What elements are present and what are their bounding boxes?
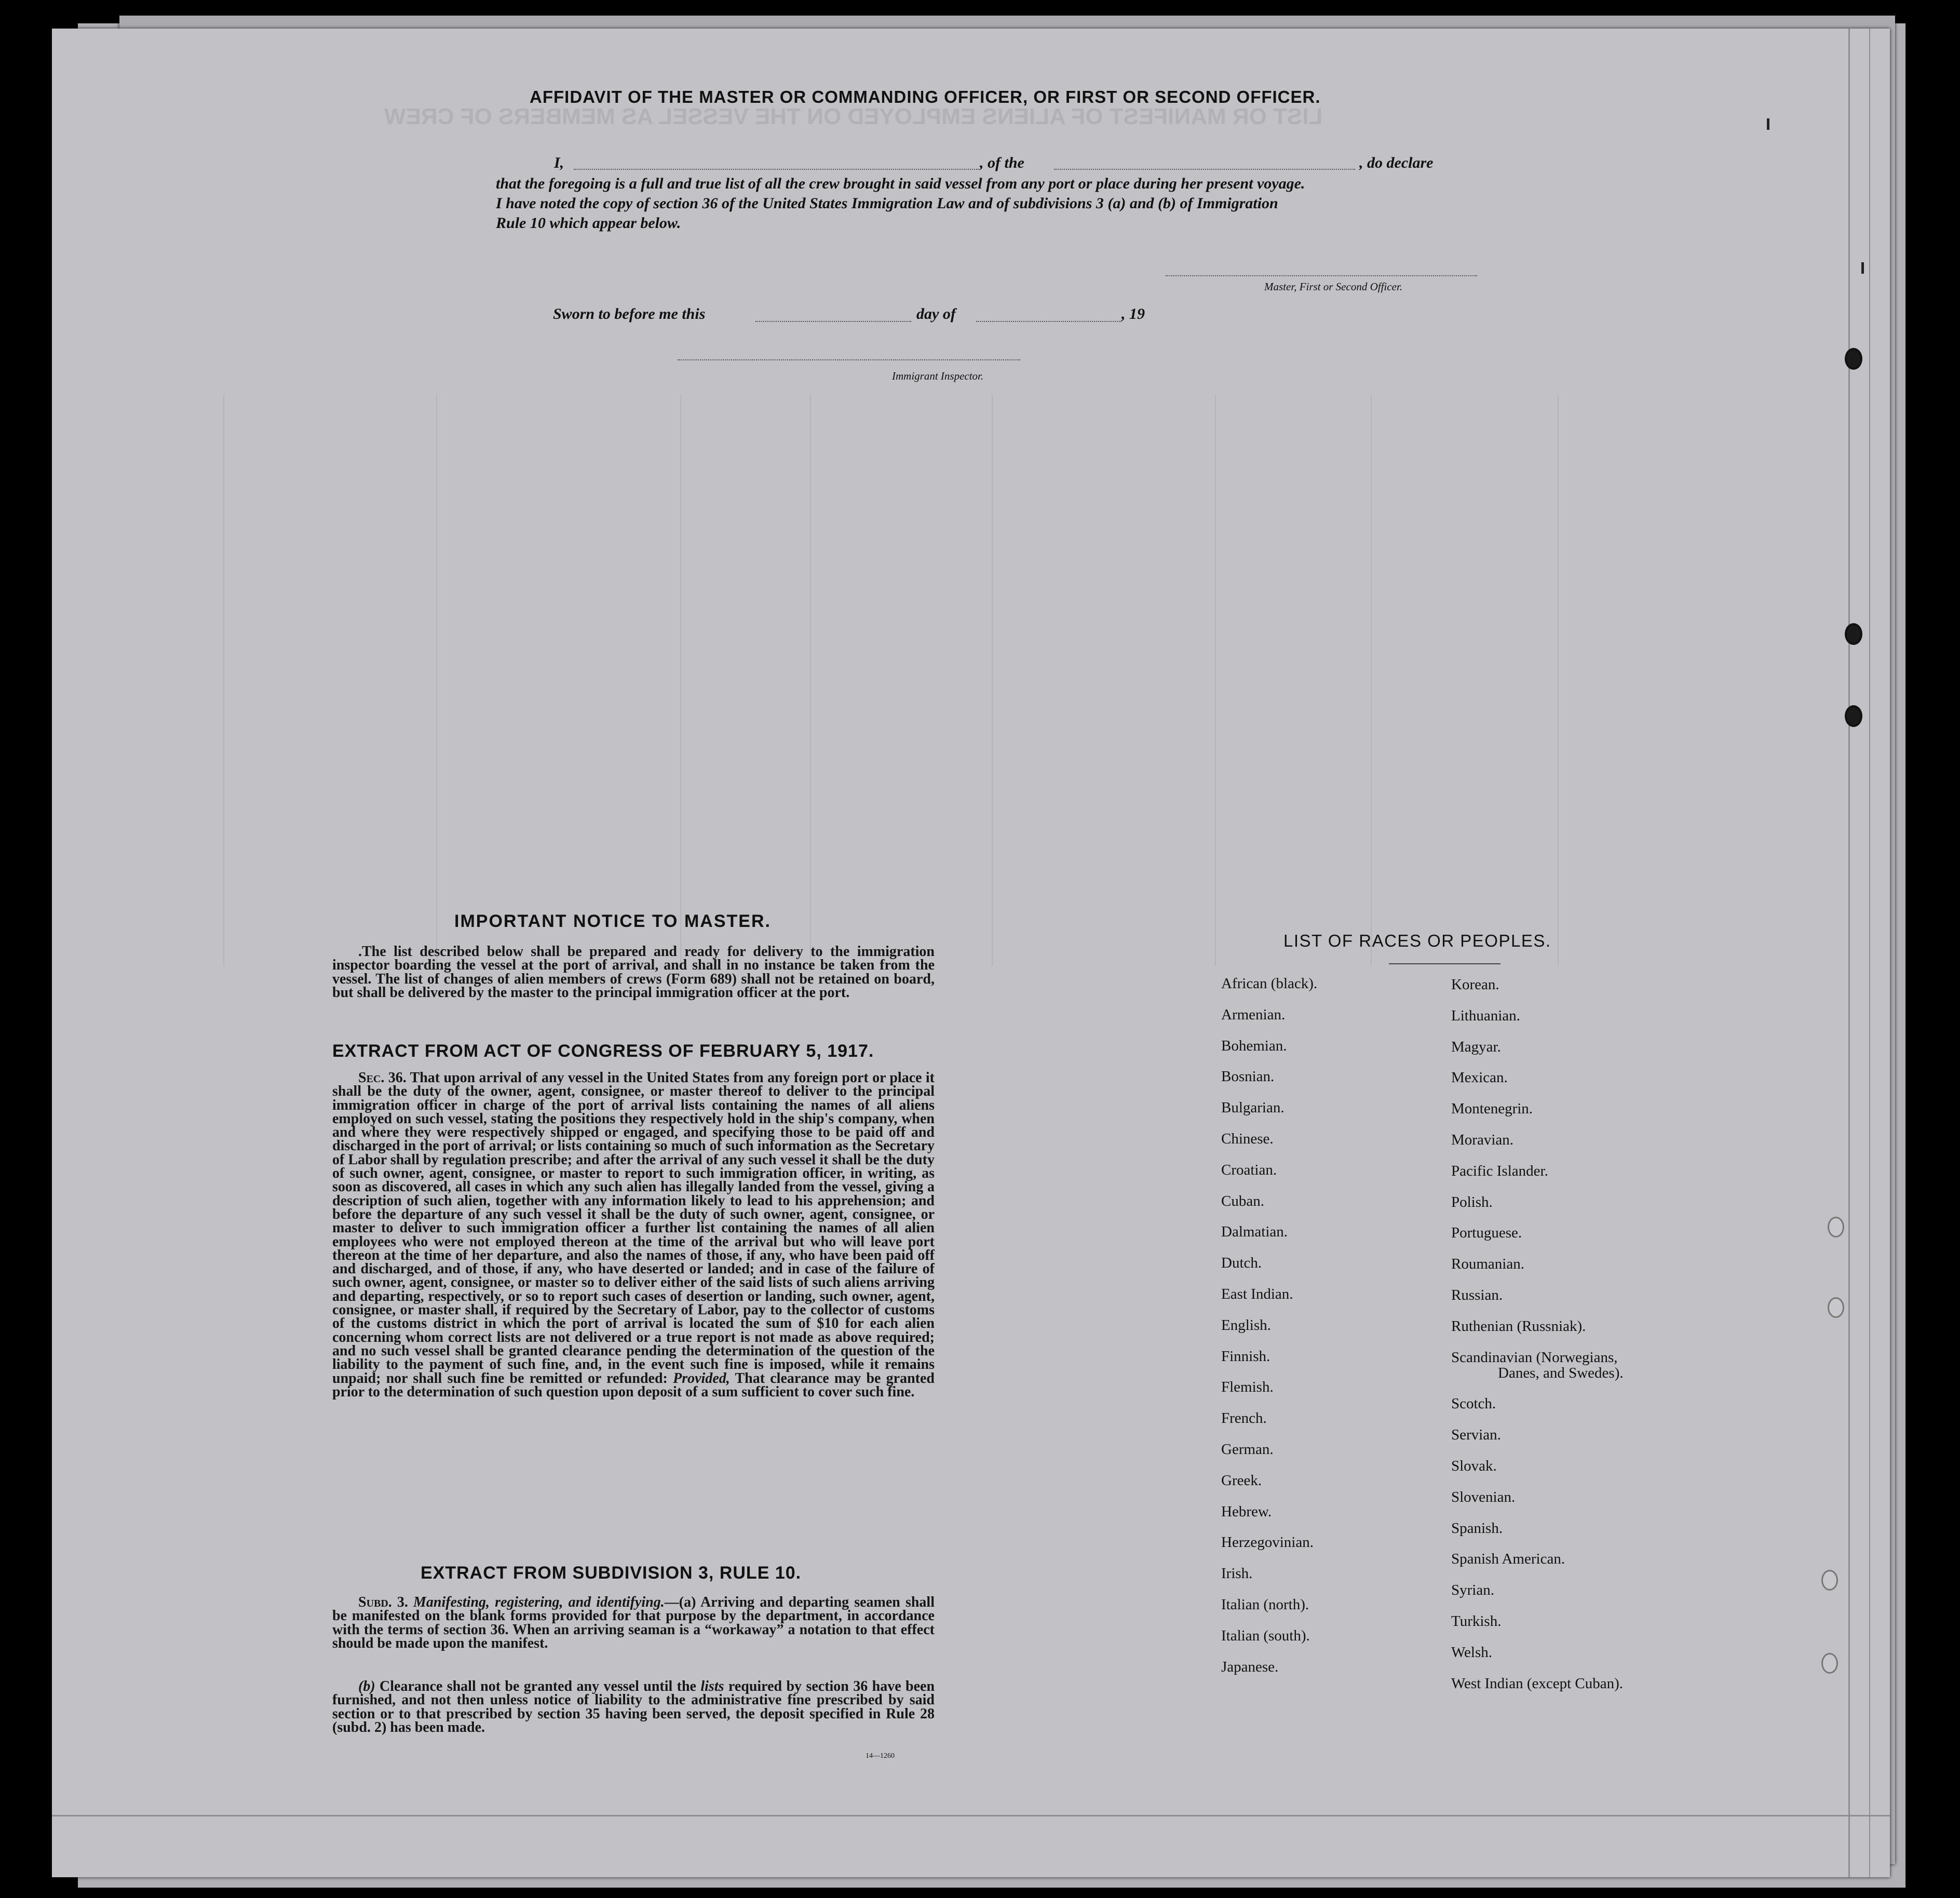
race-item: Herzegovinian. xyxy=(1221,1534,1314,1551)
affidavit-of-the: , of the xyxy=(980,154,1024,171)
day-blank xyxy=(755,321,911,322)
race-item: Armenian. xyxy=(1221,1006,1286,1023)
rule-para-a xyxy=(332,1596,935,1650)
page-edge xyxy=(1869,29,1870,1877)
binder-hole xyxy=(1828,1217,1844,1237)
manifest-page xyxy=(52,29,1890,1877)
subd-heading: Manifesting, registering, and identifying. xyxy=(413,1594,665,1610)
affidavit-line-4: Rule 10 which appear below. xyxy=(496,214,681,232)
binder-hole xyxy=(1845,623,1862,645)
race-item: Mexican. xyxy=(1451,1069,1508,1086)
race-item: Korean. xyxy=(1451,976,1499,993)
bleed-through-rule xyxy=(1558,395,1559,966)
race-item: Irish. xyxy=(1221,1565,1253,1582)
binder-hole xyxy=(1845,348,1862,370)
race-item: Lithuanian. xyxy=(1451,1007,1520,1024)
race-item: East Indian. xyxy=(1221,1286,1293,1302)
ink-mark xyxy=(1861,262,1864,274)
page-edge xyxy=(52,1815,1890,1816)
race-item: Italian (north). xyxy=(1221,1596,1309,1613)
name-blank xyxy=(574,169,979,170)
race-item: Servian. xyxy=(1451,1426,1501,1444)
affidavit-declare: , do declare xyxy=(1359,154,1434,171)
title-rule xyxy=(1389,963,1501,964)
race-item: Bohemian. xyxy=(1221,1037,1287,1054)
act-text: That upon arrival of any vessel in the United States from any foreign port or place it shall be the duty of the owner, agent, consignee, or master thereof to deliver to the principal immigration officer in charge of the port of arrival lists containing the names of all aliens employed on such vessel, stating the positions they respectively hold in the ship's company, when and where they were respectively shipped or engaged, and specifying those to be paid off and discharged in the port of arrival; or lists containing so much of such information as the Secretary of Labor shall by regulation prescribe; and after the arrival of any such vessel it shall be the duty of such owner, agent, consignee, or master to report to such immigration officer, in writing, as soon as discovered, all cases in which any such alien has illegally landed from the vessel, giving a description of such alien, together with any information likely to lead to his apprehension; and before the departure of any such vessel it shall be the duty of such owner, agent, consignee, or master to deliver to such immigration officer a further list containing the names of all alien employees who were not employed thereon at the time of the arrival but who will leave port thereon at the time of her departure, and also the names of those, if any, who have been paid off and discharged, and of those, if any, who have deserted or landed; and in case of the failure of such owner, agent, consignee, or master so to deliver either of the said lists of such aliens arriving and departing, respectively, or so to report such cases of desertion or landing, such owner, agent, consignee, or master shall, if required by the Secretary of Labor, pay to the collector of customs of the customs district in which the port of arrival is located the sum of $10 for each alien concerning whom correct lists are not delivered or a true report is not made as above required; and no such vessel shall be granted clearance pending the determination of the question of the liability to the payment of such fine, and, in the event such fine is imposed, while it remains unpaid; nor shall such fine be remitted or refunded: xyxy=(332,1070,935,1387)
affidavit-line-3: I have noted the copy of section 36 of the United States Immigration Law and of subdivisions 3 (a) and (b) of Immigration xyxy=(496,195,1278,212)
rule-b-lists: lists xyxy=(700,1678,724,1694)
affidavit-title: AFFIDAVIT OF THE MASTER OR COMMANDING OFFICER, OR FIRST OR SECOND OFFICER. xyxy=(530,87,1321,106)
notice-text: .The list described below shall be prepared and ready for delivery to the immigration inspector boarding the vessel at the port of arrival, and shall in no instance be taken from the vessel. The list of changes of alien members of crews (Form 689) shall not be retained on board, but shall be delivered by the master to the principal immigration officer at the port. xyxy=(332,944,935,1001)
race-item: Scotch. xyxy=(1451,1395,1496,1412)
form-number: 14—1260 xyxy=(866,1752,895,1760)
race-item: Flemish. xyxy=(1221,1379,1274,1396)
race-item: Hebrew. xyxy=(1221,1503,1272,1520)
inspector-label: Immigrant Inspector. xyxy=(892,370,984,382)
race-item: Spanish. xyxy=(1451,1519,1503,1537)
race-item: Scandinavian (Norwegians, xyxy=(1451,1349,1618,1366)
rule-para-b xyxy=(332,1680,935,1734)
race-item: Magyar. xyxy=(1451,1038,1501,1055)
binder-hole xyxy=(1821,1570,1838,1591)
vessel-blank xyxy=(1054,169,1355,170)
bleed-through-rule xyxy=(223,395,224,966)
race-item: Ruthenian (Russniak). xyxy=(1451,1317,1586,1335)
inspector-signature-line xyxy=(678,359,1020,360)
bleed-through-rule xyxy=(436,395,437,966)
race-item: Roumanian. xyxy=(1451,1256,1524,1273)
race-item: French. xyxy=(1221,1410,1267,1427)
race-item: Syrian. xyxy=(1451,1582,1494,1599)
rule-b-text-2: required by section 36 have been furnished, and not then unless notice of liability to the administrative fine prescribed by said section or to that prescribed by section 35 having been served, the deposit specified in Rule 28 (subd. 2) has been made. xyxy=(332,1678,935,1735)
race-item: Finnish. xyxy=(1221,1348,1270,1365)
race-item: African (black). xyxy=(1221,975,1318,992)
race-item: Bosnian. xyxy=(1221,1068,1275,1085)
race-item: Polish. xyxy=(1451,1193,1493,1210)
sec-label: Sec. 36. xyxy=(358,1070,407,1086)
rule-b-label: (b) xyxy=(358,1678,375,1694)
race-item: Slovak. xyxy=(1451,1458,1497,1474)
bleed-through-rule xyxy=(1215,395,1216,966)
rule-a-text: —(a) Arriving and departing seamen shall be manifested on the blank forms provided for that purpose by the department, in accordance with the terms of section 36. When an arriving seaman is a “workaway” a notation to that effect should be made upon the manifest. xyxy=(332,1594,935,1651)
act-extract-title: EXTRACT FROM ACT OF CONGRESS OF FEBRUARY 5, 1917. xyxy=(332,1041,874,1061)
race-item: English. xyxy=(1221,1316,1271,1334)
race-item: Japanese. xyxy=(1221,1658,1279,1675)
race-item: Slovenian. xyxy=(1451,1488,1516,1505)
race-item: Cuban. xyxy=(1221,1192,1264,1209)
race-item: Moravian. xyxy=(1451,1132,1513,1148)
binder-hole xyxy=(1821,1653,1838,1674)
binder-hole xyxy=(1845,705,1862,727)
race-item: Danes, and Swedes). xyxy=(1498,1364,1624,1381)
subd-label: Subd. 3. xyxy=(358,1594,408,1610)
page-edge xyxy=(1848,29,1850,1877)
bleed-through-rule xyxy=(1371,395,1372,966)
race-item: Turkish. xyxy=(1451,1613,1502,1630)
race-item: Welsh. xyxy=(1451,1644,1493,1661)
race-item: German. xyxy=(1221,1441,1274,1458)
race-item: Dutch. xyxy=(1221,1255,1262,1272)
race-item: Spanish American. xyxy=(1451,1551,1565,1568)
race-item: Italian (south). xyxy=(1221,1627,1310,1644)
year-text: , 19 xyxy=(1121,305,1145,322)
act-extract-text xyxy=(332,1071,935,1399)
affidavit-line-2: that the foregoing is a full and true list of all the crew brought in said vessel from any port or place during her present voyage. xyxy=(496,175,1305,192)
provided-label: Provided, xyxy=(673,1370,730,1387)
day-of-text: day of xyxy=(916,305,956,322)
race-item: Bulgarian. xyxy=(1221,1099,1285,1116)
sworn-text: Sworn to before me this xyxy=(553,305,706,322)
month-blank xyxy=(976,321,1121,322)
ink-mark xyxy=(1767,118,1769,130)
master-label: Master, First or Second Officer. xyxy=(1264,280,1402,293)
act-text-end: That clearance may be granted prior to the determination of such question upon deposit of a sum sufficient to cover such fine. xyxy=(332,1370,935,1400)
race-item: Pacific Islander. xyxy=(1451,1162,1548,1179)
binder-hole xyxy=(1828,1297,1844,1318)
affidavit-i: I, xyxy=(554,154,564,171)
notice-title: IMPORTANT NOTICE TO MASTER. xyxy=(454,911,771,931)
race-item: Portuguese. xyxy=(1451,1224,1522,1242)
race-item: Russian. xyxy=(1451,1287,1503,1303)
race-item: Chinese. xyxy=(1221,1130,1274,1147)
race-item: West Indian (except Cuban). xyxy=(1451,1675,1624,1692)
races-title: LIST OF RACES OR PEOPLES. xyxy=(1283,931,1551,950)
rule-b-text-1: Clearance shall not be granted any vessel until the xyxy=(380,1678,696,1694)
race-item: Dalmatian. xyxy=(1221,1223,1288,1241)
race-item: Croatian. xyxy=(1221,1161,1277,1178)
race-item: Montenegrin. xyxy=(1451,1100,1533,1118)
master-signature-line xyxy=(1166,275,1477,276)
bleed-through-rule xyxy=(810,395,811,966)
race-item: Greek. xyxy=(1221,1472,1262,1489)
rule-extract-title: EXTRACT FROM SUBDIVISION 3, RULE 10. xyxy=(421,1563,802,1583)
bleed-through-rule xyxy=(680,395,681,966)
bleed-through-rule xyxy=(992,395,993,966)
bleed-through-text: LIST OR MANIFEST OF ALIENS EMPLOYED ON THE VESSEL AS MEMBERS OF CREW xyxy=(384,104,1323,129)
